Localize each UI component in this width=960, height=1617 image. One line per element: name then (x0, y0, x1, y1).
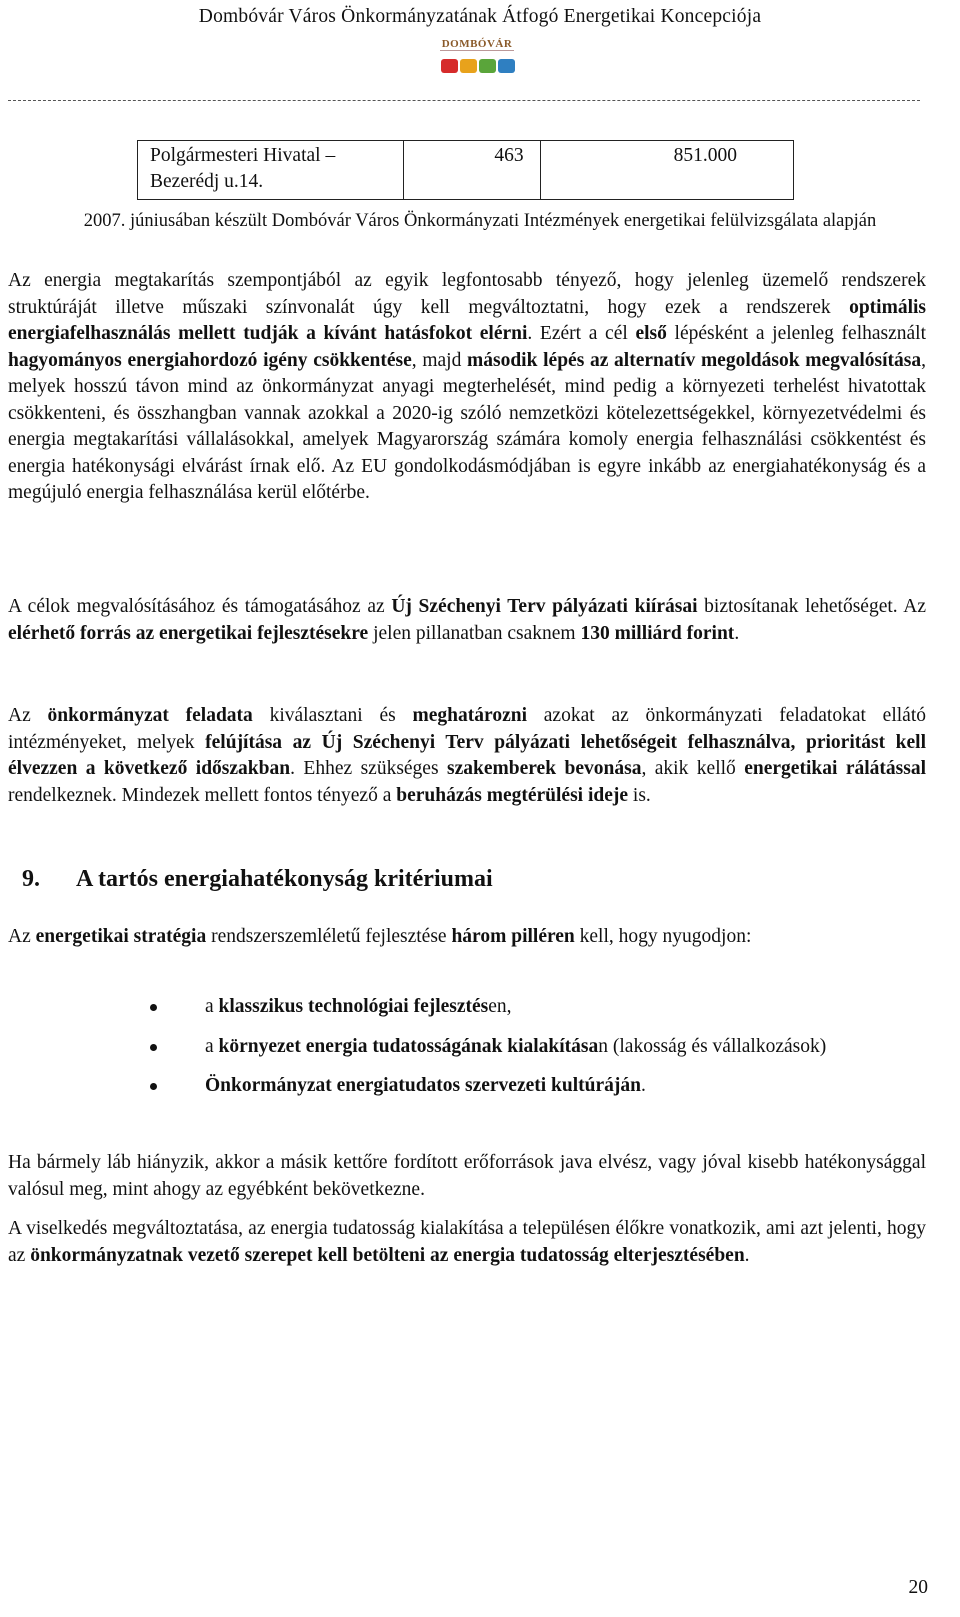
bold-text-run: optimális energiafelhasználás mellett tudják a kívánt hatásfokot elérni (8, 296, 926, 344)
text-run: . (734, 622, 740, 644)
list-item (150, 1073, 930, 1100)
text-run: en, (488, 996, 512, 1017)
bold-text-run: első (635, 323, 667, 344)
bold-text-run: energetikai rálátással (744, 758, 926, 779)
bold-text-run: környezet energia tudatosságának kialakítása (218, 1035, 599, 1057)
text-run: n (lakosság és vállalkozások) (598, 1035, 827, 1057)
text-run: Az energia megtakarítás szempontjából az egyik legfontosabb tényező, hogy jelenleg üzemelő rendszerek struktúráját illetve műszaki színvonalát úgy kell megváltoztatni, hogy ezek a rendszerek (8, 270, 926, 318)
logo-icon-blue (498, 59, 515, 73)
bold-text-run: 130 milliárd forint (580, 622, 735, 644)
text-run: A célok megvalósításához és támogatásához az (8, 596, 392, 617)
text-run: . Ezért a cél (527, 323, 636, 344)
text-run: jelen pillanatban csaknem (368, 622, 581, 644)
bold-text-run: három pilléren (451, 926, 575, 947)
logo-text: DOMBÓVÁR (441, 38, 513, 50)
bold-text-run: felújítása az Új Széchenyi Terv pályázati lehetőségeit felhasználva, prioritást kell élvezzen a következő időszakban (8, 731, 926, 779)
bold-text-run: meghatározni (412, 705, 527, 726)
section-number: 9. (22, 866, 40, 892)
bold-text-run: klasszikus technológiai fejlesztés (218, 996, 489, 1017)
logo-icon-red (441, 59, 458, 73)
text-run: kiválasztani és (252, 705, 413, 726)
text-run: Az (8, 926, 36, 947)
table-cell-area: 463 (403, 141, 540, 200)
text-run: biztosítanak lehetőséget. Az (697, 596, 926, 617)
text-run: . (744, 1244, 750, 1266)
section-title: A tartós energiahatékonyság kritériumai (76, 866, 493, 892)
list-item (150, 1034, 930, 1061)
text-run: a (205, 1035, 219, 1057)
text-run: . Ehhez szükséges (290, 758, 448, 779)
bullet-icon (150, 1004, 157, 1011)
bold-text-run: második lépés az alternatív megoldások megvalósítása (467, 349, 922, 371)
bold-text-run: önkormányzat feladata (47, 705, 253, 726)
list-item (150, 994, 930, 1021)
logo-icons (441, 59, 515, 73)
bullet-icon (150, 1044, 157, 1051)
paragraph-5: Ha bármely láb hiányzik, akkor a másik kettőre fordított erőforrások java elvész, vagy jóval kisebb hatékonysággal valósul meg, mint ahogy az egyébként bekövetkezne. (8, 1152, 926, 1200)
paragraph-2 (8, 594, 926, 647)
table-row (138, 141, 794, 200)
logo-icon-orange (460, 59, 477, 73)
logo-icon-green (479, 59, 496, 73)
text-run: , majd (411, 349, 467, 371)
text-run: azokat az önkormányzati feladatokat ellátó intézményeket, melyek (8, 705, 926, 753)
header-divider (8, 100, 920, 101)
paragraph-6 (8, 1216, 926, 1269)
bold-text-run: önkormányzatnak vezető szerepet kell betölteni az energia tudatosság elterjesztésében (30, 1244, 745, 1266)
text-run: is. (628, 784, 651, 806)
bold-text-run: szakemberek bevonása (447, 758, 642, 779)
bold-text-run: hagyományos energiahordozó igény csökkentése (8, 349, 412, 371)
text-run: a (205, 996, 219, 1017)
text-run: , melyek hosszú távon mind az önkormányzat anyagi megterhelését, mind pedig a környezeti terhelést hivatottak csökkenteni, és összhangban vannak azokkal a 2020-ig szóló nemzetközi kötelezettségekkel, környezetvédelmi és energia megtakarítási vállalásokkal, amelyek Magyarország számára komoly energia felhasználási csökkentést és energia hatékonysági elvárást írnak elő. Az EU gondolkodásmódjában is egyre inkább az energiahatékonyság és a megújuló energia felhasználása kerül előtérbe. (8, 349, 926, 503)
text-run: A viselkedés megváltoztatása, az energia tudatosság kialakítása a településen élőkre vonatkozik, ami azt jelenti, hogy az (8, 1218, 926, 1266)
bold-text-run: energetikai stratégia (35, 926, 207, 947)
pillar-list (150, 994, 930, 1113)
logo-underline (440, 50, 514, 55)
bold-text-run: Új Széchenyi Terv pályázati kiírásai (391, 596, 698, 617)
dombovar-logo (438, 38, 516, 78)
table-caption: 2007. júniusában készült Dombóvár Város Önkormányzati Intézmények energetikai felülvizsgálata alapján (83, 211, 877, 231)
table-cell-value: 851.000 (540, 141, 793, 200)
bold-text-run: elérhető forrás az energetikai fejlesztésekre (8, 622, 369, 644)
text-run: rendszerszemléletű fejlesztése (206, 926, 452, 947)
page-number: 20 (908, 1577, 928, 1598)
bold-text-run: beruházás megtérülési ideje (396, 784, 629, 806)
building-table (137, 140, 794, 200)
paragraph-4 (8, 924, 926, 951)
text-run: lépésként a jelenleg felhasznált (666, 323, 927, 344)
text-run: Az (8, 705, 48, 726)
table-cell-name: Polgármesteri Hivatal – Bezerédj u.14. (138, 141, 404, 200)
document-header-title: Dombóvár Város Önkormányzatának Átfogó Energetikai Koncepciója (198, 6, 762, 27)
bullet-icon (150, 1083, 157, 1090)
text-run: , akik kellő (641, 758, 745, 779)
section-heading (22, 866, 493, 893)
text-run: kell, hogy nyugodjon: (574, 926, 752, 947)
paragraph-1 (8, 268, 926, 507)
bold-text-run: Önkormányzat energiatudatos szervezeti kultúráján (205, 1075, 641, 1096)
text-run: rendelkeznek. Mindezek mellett fontos tényező a (8, 784, 397, 806)
paragraph-3 (8, 703, 926, 809)
text-run: . (641, 1075, 646, 1096)
